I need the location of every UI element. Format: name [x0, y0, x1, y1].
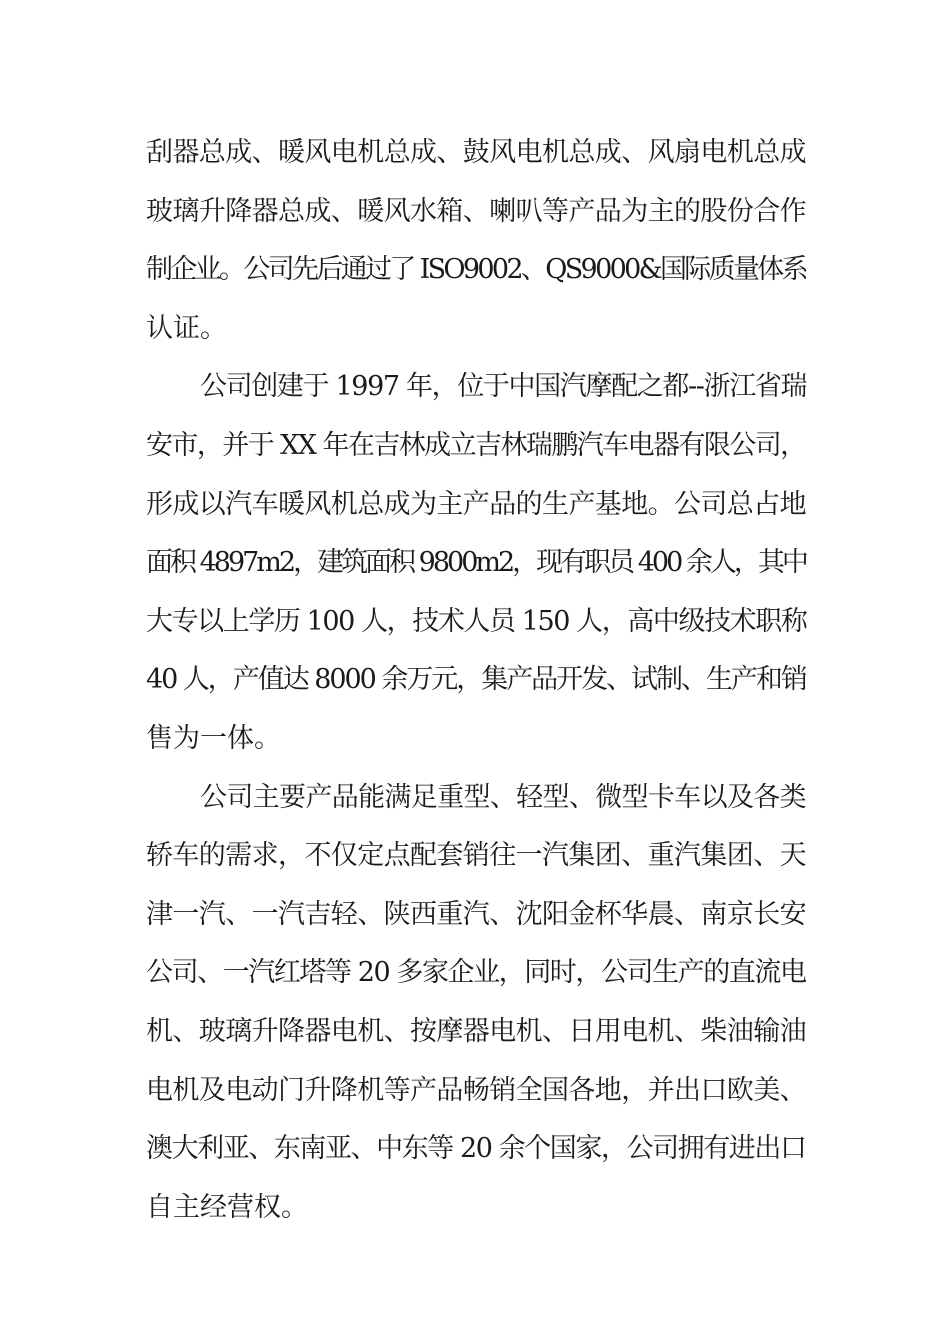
- text-line: 制企业。公司先后通过了 ISO9002、QS9000&国际质量体系: [146, 254, 806, 286]
- text-line: 大专以上学历 100 人，技术人员 150 人，高中级技术职称: [146, 605, 807, 637]
- text-line: 澳大利亚、东南亚、中东等 20 余个国家，公司拥有进出口: [146, 1133, 806, 1165]
- text-line: 安市，并于 XX 年在吉林成立吉林瑞鹏汽车电器有限公司，: [146, 429, 806, 461]
- paragraph-first-line: 公司主要产品能满足重型、轻型、微型卡车以及各类: [200, 781, 806, 813]
- text-line: 刮器总成、暖风电机总成、鼓风电机总成、风扇电机总成: [146, 137, 806, 168]
- paragraph-first-line: 公司创建于 1997 年，位于中国汽摩配之都--浙江省瑞: [200, 371, 807, 403]
- text-line: 电机及电动门升降机等产品畅销全国各地，并出口欧美、: [146, 1074, 806, 1106]
- text-line: 机、玻璃升降器电机、按摩器电机、日用电机、柴油输油: [146, 1015, 806, 1047]
- text-line: 认证。: [146, 312, 227, 344]
- text-line: 面积 4897m2，建筑面积 9800m2，现有职员 400 余人，其中: [146, 547, 806, 579]
- text-line: 玻璃升降器总成、暖风水箱、喇叭等产品为主的股份合作: [146, 195, 806, 227]
- text-line: 自主经营权。: [146, 1191, 308, 1223]
- text-line: 公司、一汽红塔等 20 多家企业，同时，公司生产的直流电: [146, 957, 806, 989]
- text-line: 40 人，产值达 8000 余万元，集产品开发、试制、生产和销: [146, 664, 806, 696]
- text-line: 津一汽、一汽吉轻、陕西重汽、沈阳金杯华晨、南京长安: [146, 898, 806, 930]
- text-line: 轿车的需求，不仅定点配套销往一汽集团、重汽集团、天: [146, 840, 806, 872]
- body-text: [146, 124, 806, 1237]
- text-line: 售为一体。: [146, 722, 281, 754]
- text-line: 形成以汽车暖风机总成为主产品的生产基地。公司总占地: [146, 488, 806, 520]
